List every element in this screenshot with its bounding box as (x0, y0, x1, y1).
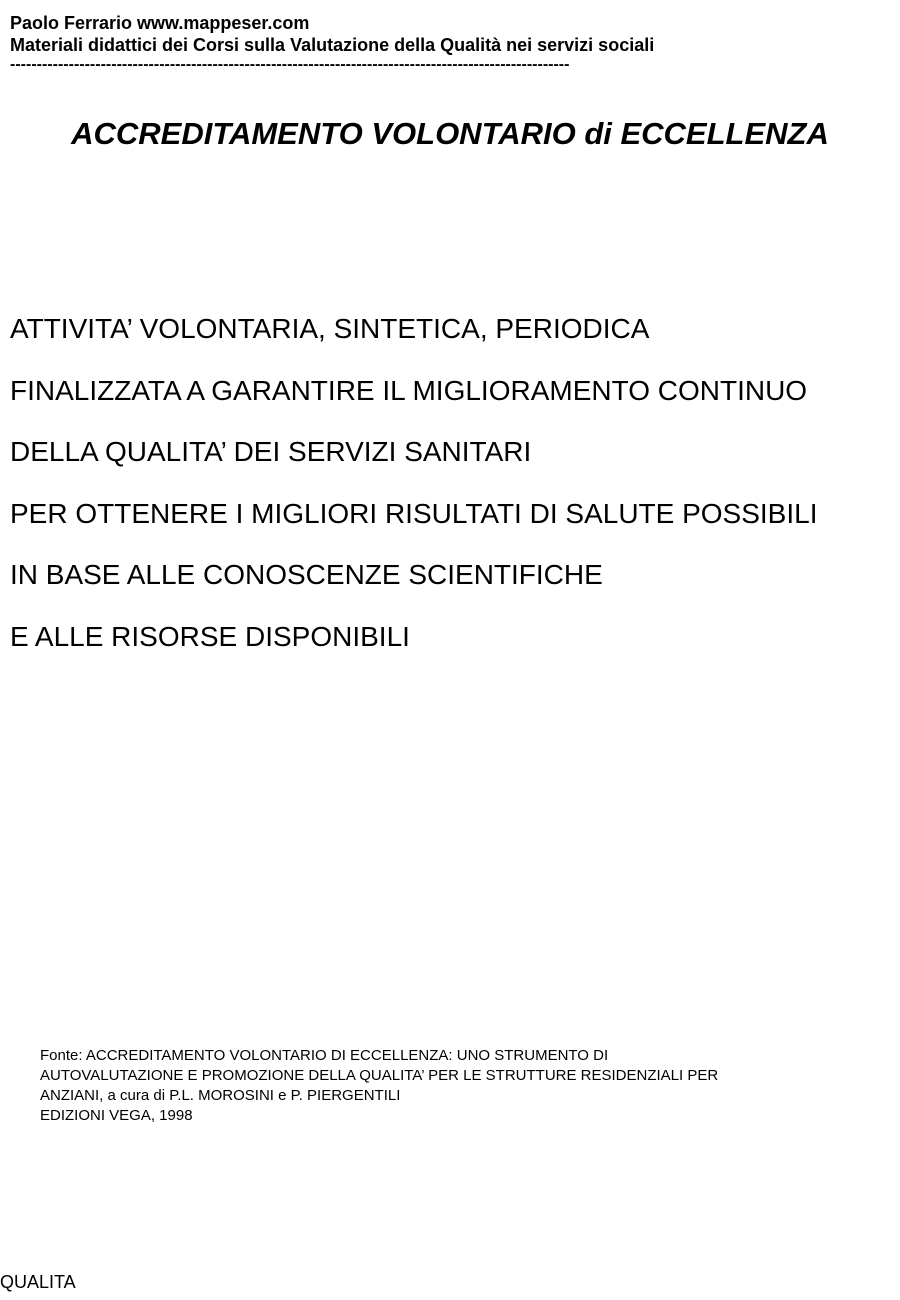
source-line: AUTOVALUTAZIONE E PROMOZIONE DELLA QUALITA’ PER LE STRUTTURE RESIDENZIALI PER (40, 1067, 719, 1084)
definition-line: FINALIZZATA A GARANTIRE IL MIGLIORAMENTO CONTINUO (10, 374, 808, 406)
definition-line: DELLA QUALITA’ DEI SERVIZI SANITARI (10, 436, 532, 467)
author-line: Paolo Ferrario www.mappeser.com (10, 13, 310, 33)
footer-tag: QUALITA (0, 1272, 76, 1292)
source-line: EDIZIONI VEGA, 1998 (40, 1107, 193, 1124)
source-citation (40, 1046, 718, 1126)
definition-line: PER OTTENERE I MIGLIORI RISULTATI DI SALUTE POSSIBILI (10, 497, 818, 529)
source-line: ANZIANI, a cura di P.L. MOROSINI e P. PIERGENTILI (40, 1087, 401, 1104)
definition-line: IN BASE ALLE CONOSCENZE SCIENTIFICHE (10, 559, 603, 590)
definition-text (10, 298, 818, 667)
page-title: ACCREDITAMENTO VOLONTARIO di ECCELLENZA (71, 116, 829, 151)
document-header (10, 12, 654, 74)
definition-line: E ALLE RISORSE DISPONIBILI (10, 620, 410, 652)
definition-line: ATTIVITA’ VOLONTARIA, SINTETICA, PERIODICA (10, 313, 650, 344)
course-line: Materiali didattici dei Corsi sulla Valutazione della Qualità nei servizi sociali (10, 35, 655, 55)
source-line: Fonte: ACCREDITAMENTO VOLONTARIO DI ECCELLENZA: UNO STRUMENTO DI (40, 1047, 609, 1064)
header-separator: --------------------------------------------------------------------------------------------------------- (10, 56, 570, 73)
